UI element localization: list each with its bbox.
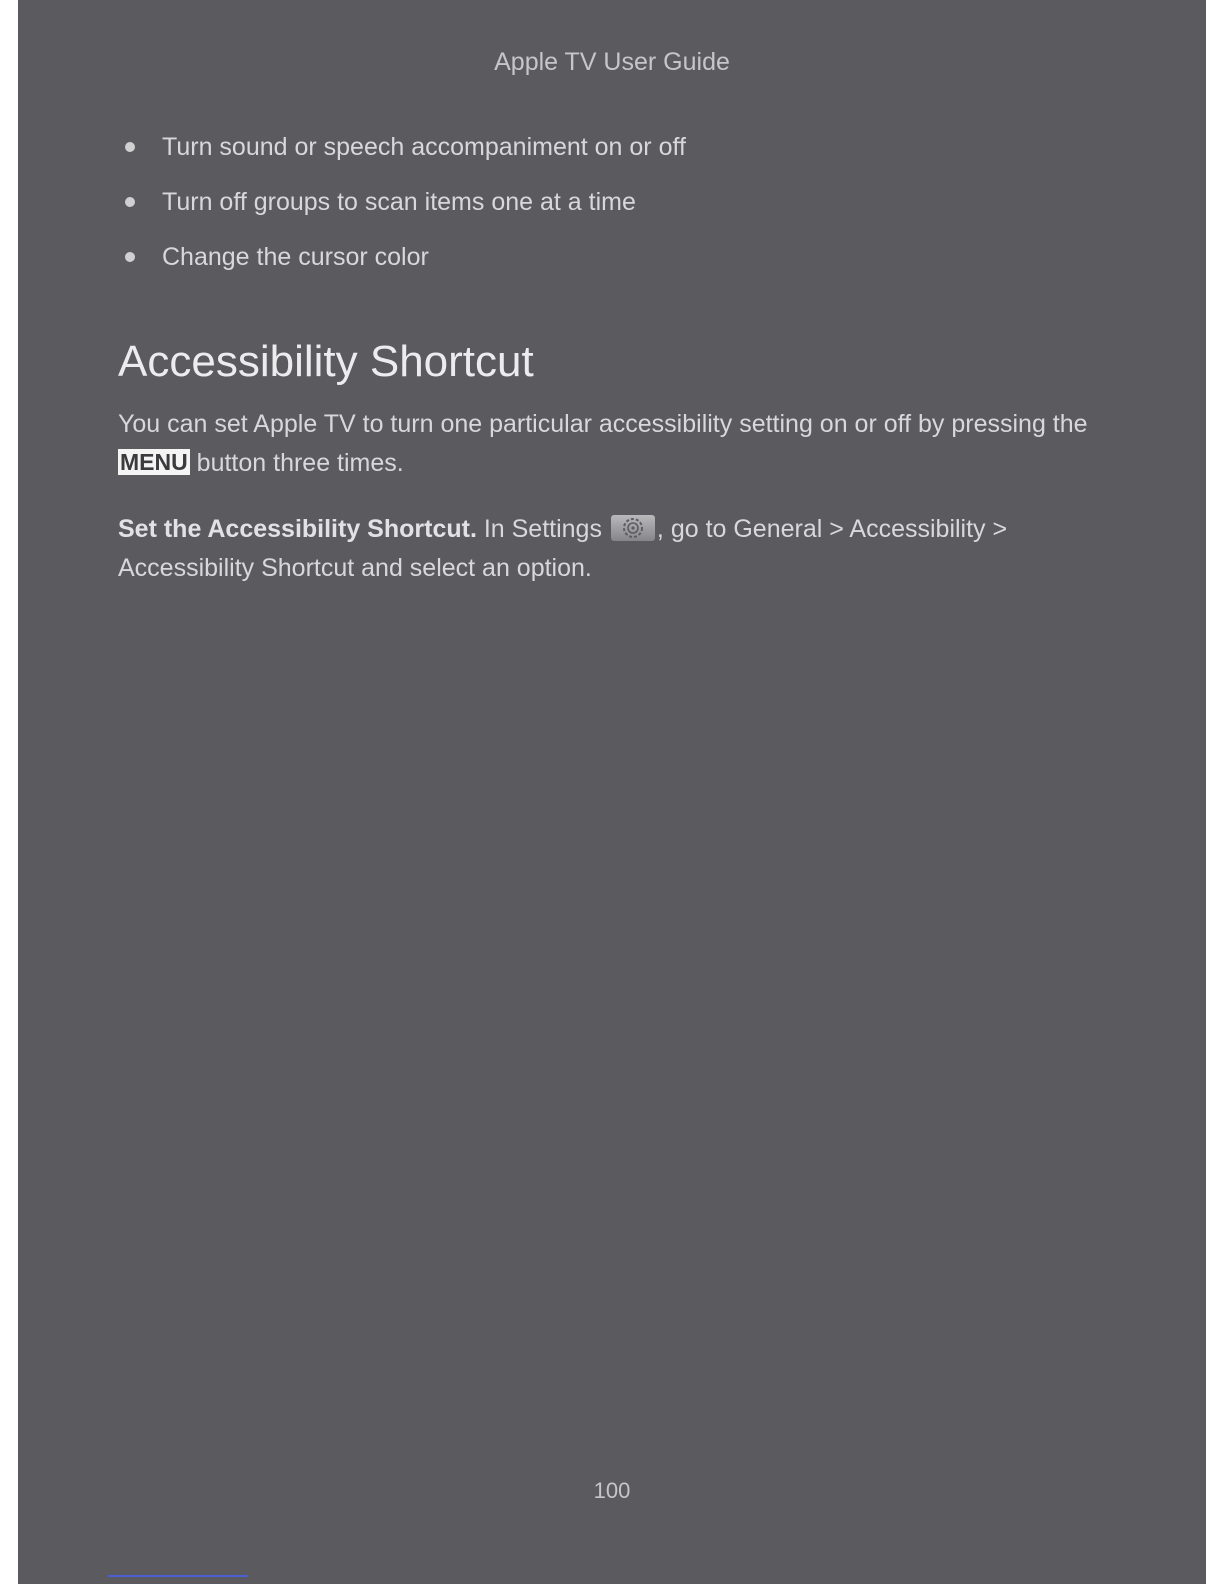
menu-key-label: MENU xyxy=(120,449,188,475)
set-shortcut-paragraph xyxy=(118,510,1098,588)
section-heading: Accessibility Shortcut xyxy=(118,337,534,386)
instruction-text-after: , go to General > Accessibility > Accessibility Shortcut and select an option. xyxy=(118,515,1008,582)
bullet-item xyxy=(116,238,686,293)
task-lead-in: Set the Accessibility Shortcut. xyxy=(118,515,477,543)
bullet-dot-icon xyxy=(125,197,135,207)
intro-text-after: button three times. xyxy=(189,449,404,477)
bullet-dot-icon xyxy=(125,142,135,152)
settings-gear-icon xyxy=(611,515,655,541)
feature-bullet-list xyxy=(116,128,686,293)
intro-text-before: You can set Apple TV to turn one particular accessibility setting on or off by pressing the xyxy=(118,410,1088,438)
bullet-text: Change the cursor color xyxy=(162,243,429,271)
shortcut-intro-paragraph xyxy=(118,405,1098,483)
bullet-text: Turn off groups to scan items one at a time xyxy=(162,188,636,216)
footer-link-underline xyxy=(108,1575,248,1577)
bullet-item xyxy=(116,128,686,183)
document-page xyxy=(18,0,1206,1584)
instruction-text-before: In Settings xyxy=(476,515,609,543)
bullet-dot-icon xyxy=(125,252,135,262)
page-number: 100 xyxy=(593,1478,631,1503)
running-header: Apple TV User Guide xyxy=(494,48,730,76)
bullet-text: Turn sound or speech accompaniment on or off xyxy=(162,133,686,161)
bullet-item xyxy=(116,183,686,238)
